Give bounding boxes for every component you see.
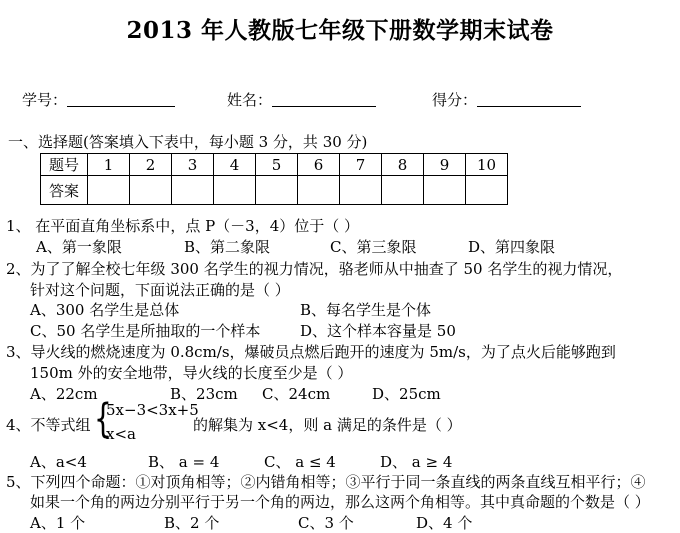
score-label: 得分： [432, 91, 478, 109]
answer-cell[interactable] [298, 176, 340, 205]
question-1-stem: 1、 在平面直角坐标系中，点 P（－3，4）位于（ ） [6, 217, 360, 235]
answer-cell[interactable] [214, 176, 256, 205]
question-1-option-d: D、第四象限 [468, 238, 556, 256]
table-number: 3 [172, 154, 214, 176]
answer-cell[interactable] [382, 176, 424, 205]
answer-cell[interactable] [256, 176, 298, 205]
table-number: 9 [424, 154, 466, 176]
question-1-option-c: C、第三象限 [330, 238, 417, 256]
question-5-option-a: A、1 个 [30, 514, 86, 532]
question-4-option-a: A、a<4 [30, 453, 87, 471]
question-3-option-a: A、22cm [30, 385, 98, 403]
question-4-prefix: 4、不等式组 [6, 416, 91, 434]
question-4-option-d: D、 a ≥ 4 [380, 453, 453, 471]
question-5-option-d: D、4 个 [416, 514, 473, 532]
question-2-option-d: D、这个样本容量是 50 [300, 322, 456, 340]
score-blank[interactable] [477, 92, 581, 107]
question-5-option-b: B、2 个 [164, 514, 220, 532]
student-id-blank[interactable] [67, 92, 175, 107]
table-answer-label: 答案 [41, 176, 88, 205]
answer-cell[interactable] [466, 176, 508, 205]
table-number: 8 [382, 154, 424, 176]
answer-cell[interactable] [130, 176, 172, 205]
answer-table-answer-row [41, 176, 508, 205]
name-blank[interactable] [272, 92, 376, 107]
question-3-option-d: D、25cm [372, 385, 441, 403]
page-title: 2013 年人教版七年级下册数学期末试卷 [126, 17, 554, 44]
answer-table-header-row [41, 154, 508, 176]
table-header-label: 题号 [41, 154, 88, 176]
table-number: 4 [214, 154, 256, 176]
question-2-option-b: B、每名学生是个体 [300, 301, 432, 319]
question-3-stem-line2: 150m 外的安全地带，导火线的长度至少是（ ） [30, 364, 353, 382]
answer-cell[interactable] [424, 176, 466, 205]
question-1-option-a: A、第一象限 [36, 238, 122, 256]
name-field [227, 89, 376, 110]
table-number: 5 [256, 154, 298, 176]
question-5-option-c: C、3 个 [298, 514, 354, 532]
question-2-stem-line2: 针对这个问题，下面说法正确的是（ ） [30, 281, 290, 299]
student-id-label: 学号： [22, 91, 68, 109]
student-id-field [22, 89, 175, 110]
question-4-option-c: C、 a ≤ 4 [264, 453, 336, 471]
answer-cell[interactable] [88, 176, 130, 205]
table-number: 2 [130, 154, 172, 176]
question-2-option-c: C、50 名学生是所抽取的一个样本 [30, 322, 261, 340]
question-4-option-b: B、 a = 4 [148, 453, 220, 471]
question-2-option-a: A、300 名学生是总体 [30, 301, 180, 319]
section-heading: 一、选择题(答案填入下表中，每小题 3 分，共 30 分) [8, 133, 368, 151]
question-3-stem-line1: 3、导火线的燃烧速度为 0.8cm/s，爆破员点燃后跑开的速度为 5m/s，为了点火后能够跑到 [6, 343, 616, 361]
question-3-option-b: B、23cm [170, 385, 238, 403]
answer-cell[interactable] [340, 176, 382, 205]
question-4-suffix: 的解集为 x<4，则 a 满足的条件是（ ） [193, 416, 462, 434]
name-label: 姓名： [227, 91, 273, 109]
brace-symbol: { [94, 396, 112, 442]
system-line-1: 5x−3<3x+5 [106, 401, 199, 419]
answer-cell[interactable] [172, 176, 214, 205]
table-number: 10 [466, 154, 508, 176]
question-1-option-b: B、第二象限 [184, 238, 271, 256]
question-5-stem-line2: 如果一个角的两边分别平行于另一个角的两边，那么这两个角相等。其中真命题的个数是（ ） [30, 493, 650, 511]
question-3-option-c: C、24cm [262, 385, 331, 403]
table-number: 7 [340, 154, 382, 176]
score-field [432, 89, 581, 110]
system-line-2: x<a [106, 425, 136, 443]
table-number: 1 [88, 154, 130, 176]
table-number: 6 [298, 154, 340, 176]
question-2-stem-line1: 2、为了了解全校七年级 300 名学生的视力情况，骆老师从中抽查了 50 名学生的视力情况， [6, 260, 623, 278]
question-5-stem-line1: 5、下列四个命题：①对顶角相等；②内错角相等；③平行于同一条直线的两条直线互相平行；④ [6, 473, 646, 491]
answer-table [40, 153, 508, 205]
